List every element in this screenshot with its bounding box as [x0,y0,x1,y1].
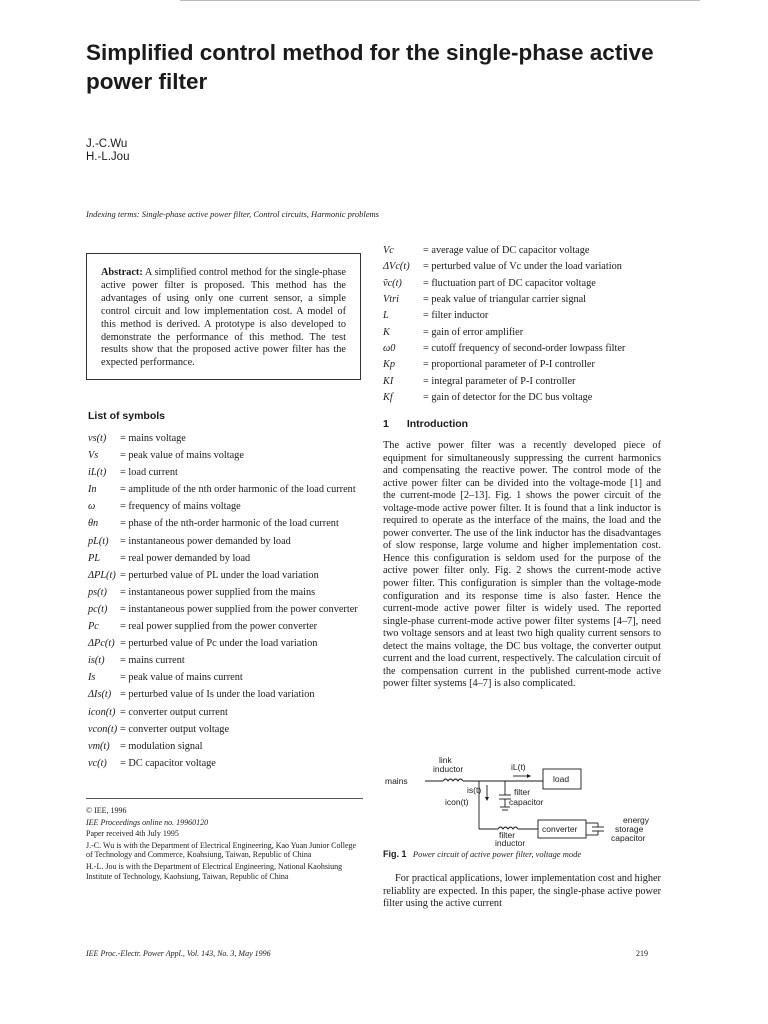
symbol: In [88,484,97,496]
symbol: Is [88,672,96,684]
symbol-row [88,621,363,634]
symbol: KI [383,375,394,387]
symbol-row [88,467,363,480]
symbol-row [383,310,668,323]
symbol-definition: = instantaneous power supplied from the mains [120,586,316,598]
fig-label-link: link [439,755,452,765]
front-matter-item: J.-C. Wu is with the Department of Electrical Engineering, Kao Yuan Junior College of Technology and Commerce, Koahsiung, Taiwan, Republic of China [86,840,357,860]
symbol-definition: = instantaneous power demanded by load [120,535,291,547]
symbol-row [88,604,363,617]
symbol-row [88,689,363,702]
symbol-definition: = amplitude of the nth order harmonic of the load current [120,484,356,496]
symbol: ΔPc(t) [88,638,115,650]
symbol-row [88,433,363,446]
symbol-definition: = converter output current [120,706,228,718]
symbol-definition: = instantaneous power supplied from the power converter [120,603,358,615]
symbol-row [383,359,668,372]
symbol-row [383,376,668,389]
symbol-row [88,484,363,497]
symbol: θn [88,518,99,530]
paper-title: Simplified control method for the single-phase active power filter [86,40,654,94]
symbol-row [88,501,363,514]
authors [86,138,129,164]
symbol-row [88,450,363,463]
section-number: 1 [383,418,389,430]
symbol-definition: = perturbed value of Is under the load variation [120,689,315,701]
symbol: ΔVc(t) [383,261,410,273]
page-number: 219 [636,949,648,958]
symbol-definition: = filter inductor [423,310,489,322]
figure-1-diagram [383,755,668,847]
front-matter-item: Paper received 4th July 1995 [86,829,179,839]
symbol-definition: = average value of DC capacitor voltage [423,245,590,256]
symbol-row [383,343,668,356]
abstract-label: Abstract: [101,267,143,278]
fig-label-icon: icon(t) [445,797,469,807]
figure-caption-label: Fig. 1 [383,849,407,859]
symbol-row [383,294,668,307]
symbol: vc(t) [88,757,107,769]
symbol: ps(t) [88,586,107,598]
symbol-row [88,570,363,583]
symbol-definition: = frequency of mains voltage [120,501,241,513]
symbol-definition: = phase of the nth-order harmonic of the load current [120,518,339,530]
symbol-row [88,638,363,651]
symbol-row [383,392,668,405]
symbol: Vc [383,245,394,256]
symbol-definition: = converter output voltage [120,723,230,735]
symbol-definition: = load current [120,467,178,479]
symbol-definition: = perturbed value of Pc under the load variation [120,638,318,650]
symbol: Vs [88,450,99,462]
journal-footer: IEE Proc.-Electr. Power Appl., Vol. 143, No. 3, May 1996 [86,949,271,958]
symbol-definition: = gain of error amplifier [423,326,524,338]
fig-label-mains: mains [385,776,408,786]
symbol-definition: = fluctuation part of DC capacitor voltage [423,277,596,289]
symbols-list-right [383,245,668,408]
symbol-definition: = modulation signal [120,740,203,752]
top-rule [180,0,700,1]
symbol-definition: = mains voltage [120,433,186,444]
fig-label-inductor2: inductor [495,838,526,847]
symbol: iL(t) [88,467,107,479]
front-matter-item: © IEE, 1996 [86,806,127,815]
symbol: vcon(t) [88,723,118,735]
fig-label-converter: converter [542,824,578,834]
section-heading [383,418,468,430]
figure-caption-text: Power circuit of active power filter, voltage mode [412,849,582,859]
symbol-row [88,724,363,737]
symbol-row [383,245,668,258]
symbol: pL(t) [88,535,109,547]
fig-label-il: iL(t) [511,762,526,772]
symbol: PL [88,552,101,564]
fig-label-filter2: filter [499,830,516,840]
fig-label-capacitor: capacitor [509,797,544,807]
symbol-definition: = DC capacitor voltage [120,757,216,769]
symbol-definition: = real power supplied from the power converter [120,621,318,633]
front-matter-rule [86,798,363,799]
symbol-row [383,278,668,291]
symbol-row [88,707,363,720]
symbol-row [88,655,363,668]
symbol-definition: = peak value of triangular carrier signal [423,294,587,306]
fig-label-inductor: inductor [433,764,464,774]
symbol: pc(t) [88,603,108,615]
symbol-definition: = proportional parameter of P-I controller [423,359,595,371]
abstract-text: A simplified control method for the single-phase active power filter is proposed. This method has the advantages of using only one current sensor, a simple control circuit and low implementation cost. A model of this method is derived. A prototype is also developed to demonstrate the performance of this method. The test results show that the proposed active power filter has the expected performance. [101,267,346,369]
fig-label-storage: storage [615,824,644,834]
fig-label-load: load [553,774,570,784]
fig-label-storage-capacitor: capacitor [611,833,646,843]
symbol: Pc [88,621,99,633]
symbol-definition: = perturbed value of Vc under the load variation [423,261,622,273]
abstract [101,267,346,370]
front-matter [86,806,361,883]
intro-paragraph-2: For practical applications, lower implementation cost and higher reliablity are expected. In this paper, the single-phase active power filter using the active current [383,873,661,910]
fig-label-energy: energy [623,815,649,825]
symbol: ω0 [383,343,396,355]
symbol-row [88,518,363,531]
symbol-definition: = peak value of mains voltage [120,450,244,462]
symbol: ω [88,501,96,513]
symbol-row [88,758,363,771]
abstract-box [86,253,361,380]
symbol: Kp [383,359,396,371]
symbol: vm(t) [88,740,110,752]
author-2: H.-L.Jou [86,151,130,163]
symbol-definition: = perturbed value of PL under the load variation [120,569,319,581]
symbol: K [383,326,390,338]
front-matter-item: H.-L. Jou is with the Department of Electrical Engineering, National Kaohsiung Institute of Technology, Kaohsiung, Taiwan, Republic of China [86,861,343,881]
symbol-row [88,587,363,600]
symbol: icon(t) [88,706,116,718]
section-title: Introduction [406,418,469,430]
symbol-definition: = cutoff frequency of second-order lowpass filter [423,343,626,355]
symbol: vs(t) [88,433,107,444]
symbol-row [88,536,363,549]
symbols-heading: List of symbols [88,410,166,422]
front-matter-item: IEE Proceedings online no. 19960120 [86,817,209,827]
figure-caption [383,849,581,859]
symbol: is(t) [88,655,105,667]
symbol-definition: = integral parameter of P-I controller [423,375,576,387]
symbol-row [88,553,363,566]
symbols-list-left [88,433,363,775]
indexing-terms: Indexing terms: Single-phase active power filter, Control circuits, Harmonic problems [86,209,379,219]
symbol-row [88,741,363,754]
symbol-definition: = mains current [120,655,185,667]
symbol: Kf [383,392,393,404]
symbol-definition: = peak value of mains current [120,672,243,684]
symbol-row [383,327,668,340]
fig-label-filter: filter [514,787,531,797]
symbol: L [383,310,389,322]
symbol: ΔIs(t) [88,689,112,701]
intro-paragraph-1: The active power filter was a recently developed piece of equipment for simultaneously suppressing the current harmonics and compensating the reactive power. The control mode of the active power filter can be divided into the voltage-mode [1] and the current-mode [2–13]. Fig. 1 shows the power circuit of the voltage-mode active power filter. It is found that a link inductor is required to operate as the interface of the mains, the load and the power converter. The use of the link inductor has the disadvantages of slow response, large volume and higher implementation cost. Hence this configuration is seldom used for the purpose of the active power filter only. Fig. 2 shows the current-mode active power filter. This configuration is simpler than the voltage-mode configuration and its response time is also faster. Hence the current-mode active power filter is widely used. The reported single-phase current-mode active power filter systems [4–7], need two voltage sensors and at least two high quality current sensors to detect the mains voltage, the DC bus voltage, the converter output current and the load current, respectively. The calculation circuit of the compensation current in the published current-mode active power filter systems [4–7] is also complicated. [383,440,661,690]
symbol-row [383,261,668,274]
fig-label-is: is(t) [467,785,482,795]
symbol: ṽc(t) [383,277,402,289]
symbol: ΔPL(t) [88,569,116,581]
author-1: J.-C.Wu [86,138,128,150]
symbol-definition: = real power demanded by load [120,552,251,564]
symbol-definition: = gain of detector for the DC bus voltage [423,392,593,404]
symbol: Vtri [383,294,400,306]
symbol-row [88,672,363,685]
